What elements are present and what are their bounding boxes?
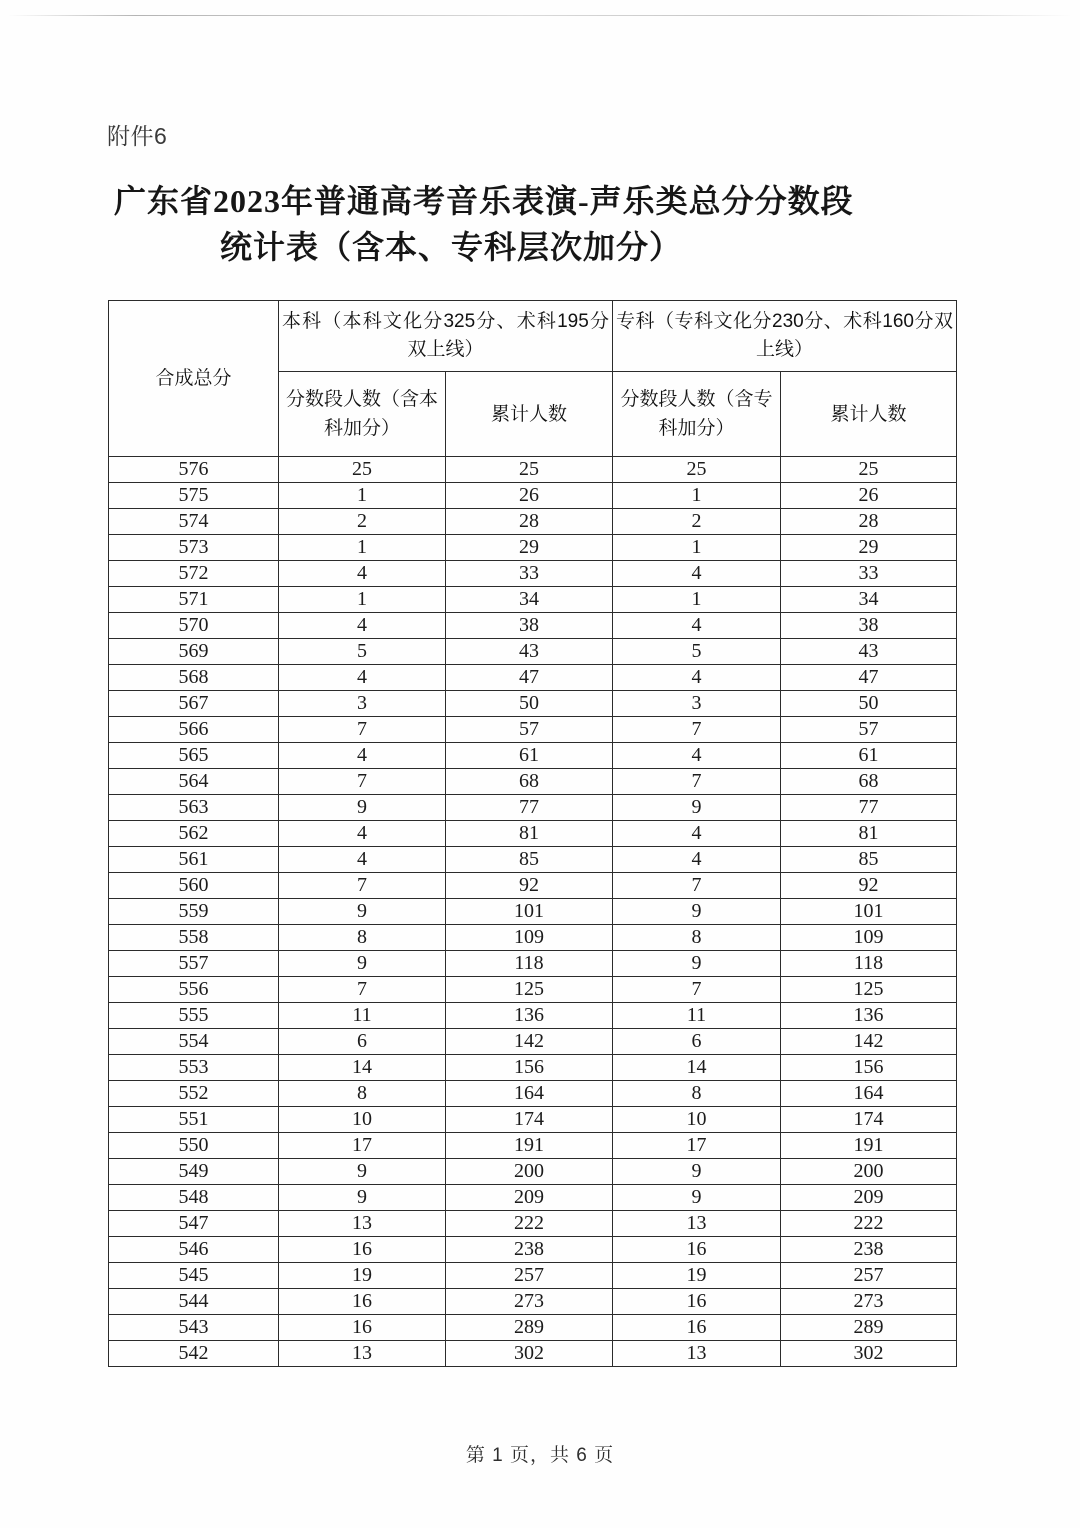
cell-junior-college-cumulative: 200 [781, 1159, 957, 1185]
page-title [108, 178, 956, 270]
table-row [109, 561, 957, 587]
cell-undergraduate-segment-count: 9 [279, 899, 446, 925]
cell-undergraduate-cumulative: 81 [446, 821, 613, 847]
table-row [109, 951, 957, 977]
table-row [109, 1029, 957, 1055]
cell-undergraduate-segment-count: 9 [279, 951, 446, 977]
cell-junior-college-cumulative: 28 [781, 509, 957, 535]
cell-undergraduate-segment-count: 6 [279, 1029, 446, 1055]
cell-total-score: 558 [109, 925, 279, 951]
cell-undergraduate-cumulative: 28 [446, 509, 613, 535]
cell-total-score: 547 [109, 1211, 279, 1237]
cell-junior-college-segment-count: 9 [613, 951, 781, 977]
cell-junior-college-cumulative: 302 [781, 1341, 957, 1367]
cell-undergraduate-cumulative: 164 [446, 1081, 613, 1107]
cell-junior-college-segment-count: 16 [613, 1289, 781, 1315]
cell-junior-college-segment-count: 14 [613, 1055, 781, 1081]
cell-undergraduate-cumulative: 289 [446, 1315, 613, 1341]
cell-undergraduate-segment-count: 7 [279, 873, 446, 899]
cell-junior-college-segment-count: 4 [613, 743, 781, 769]
cell-undergraduate-cumulative: 34 [446, 587, 613, 613]
cell-undergraduate-segment-count: 16 [279, 1315, 446, 1341]
table-row [109, 873, 957, 899]
cell-total-score: 556 [109, 977, 279, 1003]
table-row [109, 691, 957, 717]
cell-undergraduate-segment-count: 4 [279, 613, 446, 639]
table-row [109, 483, 957, 509]
cell-junior-college-segment-count: 5 [613, 639, 781, 665]
cell-junior-college-segment-count: 4 [613, 613, 781, 639]
cell-junior-college-cumulative: 209 [781, 1185, 957, 1211]
cell-junior-college-cumulative: 109 [781, 925, 957, 951]
cell-undergraduate-cumulative: 57 [446, 717, 613, 743]
cell-undergraduate-cumulative: 26 [446, 483, 613, 509]
table-row [109, 1211, 957, 1237]
table-body [109, 457, 957, 1367]
table-row [109, 1107, 957, 1133]
cell-junior-college-cumulative: 257 [781, 1263, 957, 1289]
cell-junior-college-cumulative: 26 [781, 483, 957, 509]
cell-junior-college-cumulative: 191 [781, 1133, 957, 1159]
cell-undergraduate-segment-count: 19 [279, 1263, 446, 1289]
cell-undergraduate-segment-count: 11 [279, 1003, 446, 1029]
table-row [109, 613, 957, 639]
cell-undergraduate-cumulative: 209 [446, 1185, 613, 1211]
cell-total-score: 551 [109, 1107, 279, 1133]
cell-junior-college-segment-count: 25 [613, 457, 781, 483]
cell-undergraduate-cumulative: 302 [446, 1341, 613, 1367]
cell-junior-college-segment-count: 7 [613, 769, 781, 795]
table-row [109, 1263, 957, 1289]
cell-junior-college-cumulative: 164 [781, 1081, 957, 1107]
table-row [109, 535, 957, 561]
cell-undergraduate-segment-count: 4 [279, 847, 446, 873]
cell-undergraduate-cumulative: 25 [446, 457, 613, 483]
cell-junior-college-cumulative: 174 [781, 1107, 957, 1133]
cell-junior-college-cumulative: 273 [781, 1289, 957, 1315]
cell-total-score: 543 [109, 1315, 279, 1341]
cell-total-score: 569 [109, 639, 279, 665]
cell-total-score: 555 [109, 1003, 279, 1029]
cell-total-score: 548 [109, 1185, 279, 1211]
table-row [109, 1237, 957, 1263]
cell-undergraduate-cumulative: 125 [446, 977, 613, 1003]
cell-undergraduate-cumulative: 238 [446, 1237, 613, 1263]
cell-total-score: 568 [109, 665, 279, 691]
cell-junior-college-cumulative: 57 [781, 717, 957, 743]
cell-junior-college-cumulative: 92 [781, 873, 957, 899]
cell-undergraduate-segment-count: 7 [279, 977, 446, 1003]
cell-junior-college-cumulative: 68 [781, 769, 957, 795]
cell-junior-college-segment-count: 8 [613, 1081, 781, 1107]
cell-undergraduate-segment-count: 2 [279, 509, 446, 535]
cell-junior-college-cumulative: 238 [781, 1237, 957, 1263]
cell-junior-college-cumulative: 77 [781, 795, 957, 821]
table-row [109, 587, 957, 613]
cell-junior-college-cumulative: 81 [781, 821, 957, 847]
cell-junior-college-segment-count: 8 [613, 925, 781, 951]
cell-undergraduate-cumulative: 68 [446, 769, 613, 795]
cell-total-score: 549 [109, 1159, 279, 1185]
cell-junior-college-segment-count: 4 [613, 561, 781, 587]
table-row [109, 639, 957, 665]
cell-undergraduate-segment-count: 7 [279, 769, 446, 795]
cell-junior-college-cumulative: 101 [781, 899, 957, 925]
cell-junior-college-segment-count: 1 [613, 535, 781, 561]
cell-total-score: 570 [109, 613, 279, 639]
cell-junior-college-segment-count: 13 [613, 1211, 781, 1237]
group-header-junior-college [613, 301, 957, 372]
cell-undergraduate-segment-count: 16 [279, 1237, 446, 1263]
cell-junior-college-cumulative: 125 [781, 977, 957, 1003]
cell-undergraduate-cumulative: 200 [446, 1159, 613, 1185]
cell-total-score: 557 [109, 951, 279, 977]
table-row [109, 925, 957, 951]
cell-total-score: 571 [109, 587, 279, 613]
cell-undergraduate-segment-count: 4 [279, 743, 446, 769]
scan-artifact-line [8, 15, 1072, 16]
cell-junior-college-segment-count: 4 [613, 665, 781, 691]
cell-junior-college-segment-count: 13 [613, 1341, 781, 1367]
table-row [109, 457, 957, 483]
cell-undergraduate-segment-count: 13 [279, 1211, 446, 1237]
cell-total-score: 573 [109, 535, 279, 561]
column-header-junior-college-cumulative-text: 累计人数 [830, 403, 907, 425]
cell-undergraduate-cumulative: 50 [446, 691, 613, 717]
cell-total-score: 566 [109, 717, 279, 743]
cell-junior-college-cumulative: 61 [781, 743, 957, 769]
cell-junior-college-segment-count: 7 [613, 717, 781, 743]
cell-undergraduate-cumulative: 109 [446, 925, 613, 951]
table-row [109, 1185, 957, 1211]
cell-undergraduate-segment-count: 4 [279, 665, 446, 691]
cell-junior-college-cumulative: 118 [781, 951, 957, 977]
table-header [109, 301, 957, 457]
cell-undergraduate-segment-count: 8 [279, 925, 446, 951]
column-header-junior-college-segment-count-text: 分数段人数（含专科加分） [620, 389, 773, 439]
table-row [109, 1315, 957, 1341]
cell-undergraduate-segment-count: 13 [279, 1341, 446, 1367]
cell-total-score: 567 [109, 691, 279, 717]
cell-junior-college-cumulative: 156 [781, 1055, 957, 1081]
cell-undergraduate-segment-count: 7 [279, 717, 446, 743]
cell-junior-college-cumulative: 29 [781, 535, 957, 561]
table-row [109, 1341, 957, 1367]
cell-junior-college-cumulative: 142 [781, 1029, 957, 1055]
score-distribution-table-container [108, 300, 956, 1367]
table-row [109, 1081, 957, 1107]
cell-junior-college-segment-count: 7 [613, 873, 781, 899]
cell-total-score: 550 [109, 1133, 279, 1159]
cell-undergraduate-segment-count: 3 [279, 691, 446, 717]
cell-total-score: 553 [109, 1055, 279, 1081]
column-header-undergraduate-cumulative-text: 累计人数 [490, 403, 567, 425]
cell-junior-college-segment-count: 9 [613, 899, 781, 925]
cell-undergraduate-segment-count: 4 [279, 561, 446, 587]
page-title-line-2: 统计表（含本、专科层次加分） [220, 229, 683, 265]
cell-total-score: 574 [109, 509, 279, 535]
cell-junior-college-segment-count: 11 [613, 1003, 781, 1029]
cell-total-score: 572 [109, 561, 279, 587]
table-row [109, 847, 957, 873]
cell-total-score: 564 [109, 769, 279, 795]
cell-total-score: 552 [109, 1081, 279, 1107]
cell-total-score: 546 [109, 1237, 279, 1263]
cell-total-score: 576 [109, 457, 279, 483]
cell-total-score: 545 [109, 1263, 279, 1289]
cell-undergraduate-cumulative: 222 [446, 1211, 613, 1237]
score-distribution-table [108, 300, 957, 1367]
cell-undergraduate-cumulative: 29 [446, 535, 613, 561]
cell-junior-college-cumulative: 222 [781, 1211, 957, 1237]
table-row [109, 1055, 957, 1081]
cell-junior-college-cumulative: 50 [781, 691, 957, 717]
cell-total-score: 575 [109, 483, 279, 509]
column-header-undergraduate-cumulative [446, 372, 613, 457]
cell-undergraduate-cumulative: 156 [446, 1055, 613, 1081]
cell-undergraduate-segment-count: 1 [279, 483, 446, 509]
cell-undergraduate-cumulative: 273 [446, 1289, 613, 1315]
cell-undergraduate-segment-count: 9 [279, 795, 446, 821]
cell-undergraduate-cumulative: 61 [446, 743, 613, 769]
attachment-label: 附件6 [107, 123, 168, 149]
cell-undergraduate-cumulative: 43 [446, 639, 613, 665]
group-header-junior-college-text: 专科（专科文化分230分、术科160分双上线） [616, 311, 953, 360]
table-row [109, 1133, 957, 1159]
cell-junior-college-cumulative: 289 [781, 1315, 957, 1341]
cell-undergraduate-segment-count: 5 [279, 639, 446, 665]
cell-undergraduate-cumulative: 33 [446, 561, 613, 587]
cell-total-score: 565 [109, 743, 279, 769]
cell-junior-college-segment-count: 9 [613, 1159, 781, 1185]
table-row [109, 1003, 957, 1029]
cell-undergraduate-cumulative: 142 [446, 1029, 613, 1055]
cell-undergraduate-segment-count: 25 [279, 457, 446, 483]
cell-junior-college-segment-count: 16 [613, 1315, 781, 1341]
column-header-undergraduate-segment-count-text: 分数段人数（含本科加分） [285, 389, 438, 439]
cell-junior-college-cumulative: 43 [781, 639, 957, 665]
cell-undergraduate-segment-count: 17 [279, 1133, 446, 1159]
cell-undergraduate-segment-count: 10 [279, 1107, 446, 1133]
cell-undergraduate-cumulative: 118 [446, 951, 613, 977]
cell-junior-college-cumulative: 38 [781, 613, 957, 639]
column-header-total-score: 合成总分 [109, 301, 279, 457]
cell-undergraduate-segment-count: 1 [279, 535, 446, 561]
cell-total-score: 563 [109, 795, 279, 821]
table-row [109, 977, 957, 1003]
cell-junior-college-segment-count: 7 [613, 977, 781, 1003]
table-row [109, 899, 957, 925]
cell-undergraduate-cumulative: 77 [446, 795, 613, 821]
table-row [109, 743, 957, 769]
cell-junior-college-cumulative: 33 [781, 561, 957, 587]
cell-undergraduate-segment-count: 14 [279, 1055, 446, 1081]
cell-undergraduate-cumulative: 101 [446, 899, 613, 925]
cell-junior-college-segment-count: 16 [613, 1237, 781, 1263]
cell-junior-college-segment-count: 19 [613, 1263, 781, 1289]
column-header-undergraduate-segment-count [279, 372, 446, 457]
cell-undergraduate-cumulative: 257 [446, 1263, 613, 1289]
cell-undergraduate-segment-count: 1 [279, 587, 446, 613]
group-header-undergraduate-text: 本科（本科文化分325分、术科195分双上线） [282, 311, 609, 360]
table-row [109, 821, 957, 847]
cell-junior-college-segment-count: 6 [613, 1029, 781, 1055]
cell-total-score: 544 [109, 1289, 279, 1315]
cell-total-score: 561 [109, 847, 279, 873]
table-row [109, 795, 957, 821]
table-row [109, 769, 957, 795]
cell-junior-college-segment-count: 3 [613, 691, 781, 717]
cell-undergraduate-cumulative: 47 [446, 665, 613, 691]
cell-junior-college-segment-count: 4 [613, 821, 781, 847]
page-title-line-1: 广东省2023年普通高考音乐表演-声乐类总分分数段 [114, 183, 854, 219]
cell-undergraduate-segment-count: 9 [279, 1185, 446, 1211]
cell-undergraduate-cumulative: 136 [446, 1003, 613, 1029]
cell-junior-college-cumulative: 47 [781, 665, 957, 691]
column-header-junior-college-segment-count [613, 372, 781, 457]
cell-undergraduate-cumulative: 92 [446, 873, 613, 899]
table-row [109, 1159, 957, 1185]
group-header-undergraduate [279, 301, 613, 372]
cell-total-score: 562 [109, 821, 279, 847]
cell-junior-college-segment-count: 17 [613, 1133, 781, 1159]
cell-undergraduate-segment-count: 16 [279, 1289, 446, 1315]
page-footer: 第 1 页，共 6 页 [465, 1445, 615, 1466]
table-header-row-groups [109, 301, 957, 372]
cell-junior-college-cumulative: 34 [781, 587, 957, 613]
cell-undergraduate-cumulative: 174 [446, 1107, 613, 1133]
cell-undergraduate-cumulative: 85 [446, 847, 613, 873]
table-row [109, 665, 957, 691]
cell-total-score: 554 [109, 1029, 279, 1055]
cell-undergraduate-cumulative: 191 [446, 1133, 613, 1159]
cell-junior-college-cumulative: 136 [781, 1003, 957, 1029]
table-row [109, 509, 957, 535]
cell-junior-college-segment-count: 9 [613, 795, 781, 821]
cell-junior-college-segment-count: 1 [613, 483, 781, 509]
cell-junior-college-segment-count: 4 [613, 847, 781, 873]
cell-junior-college-cumulative: 25 [781, 457, 957, 483]
cell-undergraduate-segment-count: 8 [279, 1081, 446, 1107]
cell-junior-college-cumulative: 85 [781, 847, 957, 873]
cell-junior-college-segment-count: 10 [613, 1107, 781, 1133]
cell-undergraduate-cumulative: 38 [446, 613, 613, 639]
cell-undergraduate-segment-count: 4 [279, 821, 446, 847]
cell-undergraduate-segment-count: 9 [279, 1159, 446, 1185]
cell-total-score: 542 [109, 1341, 279, 1367]
cell-total-score: 559 [109, 899, 279, 925]
table-row [109, 717, 957, 743]
cell-junior-college-segment-count: 1 [613, 587, 781, 613]
table-row [109, 1289, 957, 1315]
cell-junior-college-segment-count: 2 [613, 509, 781, 535]
cell-junior-college-segment-count: 9 [613, 1185, 781, 1211]
column-header-junior-college-cumulative [781, 372, 957, 457]
cell-total-score: 560 [109, 873, 279, 899]
